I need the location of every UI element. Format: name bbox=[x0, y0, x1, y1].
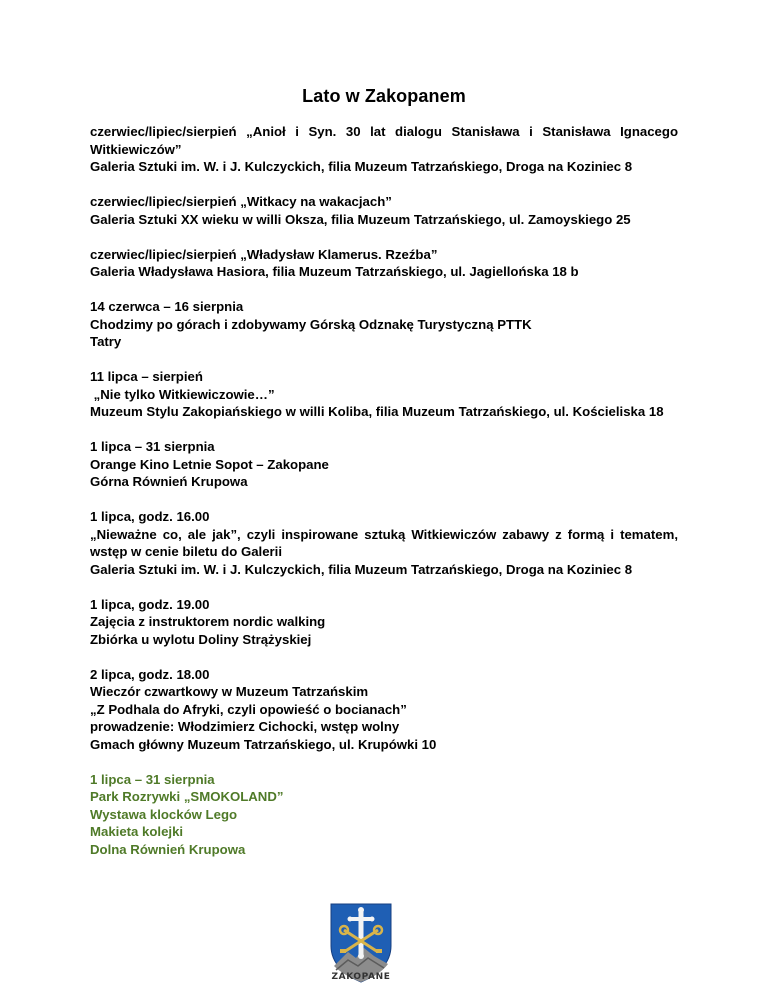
event-line: Zajęcia z instruktorem nordic walking bbox=[90, 614, 326, 629]
event-line: 14 czerwca – 16 sierpnia bbox=[90, 299, 244, 314]
event-line: Wystawa klocków Lego bbox=[90, 806, 238, 822]
event-line: Dolna Równień Krupowa bbox=[90, 841, 246, 857]
event-line: 1 lipca, godz. 16.00 bbox=[90, 509, 210, 524]
page-title: Lato w Zakopanem bbox=[302, 86, 466, 106]
event-line: Muzeum Stylu Zakopiańskiego w willi Koliba, filia Muzeum Tatrzańskiego, ul. Kościeliska 18 bbox=[90, 404, 664, 419]
event-line: Wieczór czwartkowy w Muzeum Tatrzańskim bbox=[90, 684, 369, 699]
event-line: „Nieważne co, ale jak”, czyli inspirowane sztuką Witkiewiczów zabawy z formą i tematem, wstęp w cenie biletu do Galerii bbox=[90, 526, 678, 559]
event-line: Galeria Sztuki im. W. i J. Kulczyckich, filia Muzeum Tatrzańskiego, Droga na Koziniec 8 bbox=[90, 159, 633, 174]
event-line: Chodzimy po górach i zdobywamy Górską Odznakę Turystyczną PTTK bbox=[90, 316, 532, 332]
event-line: Gmach główny Muzeum Tatrzańskiego, ul. Krupówki 10 bbox=[90, 736, 437, 752]
event-line: 1 lipca, godz. 19.00 bbox=[90, 596, 210, 612]
event-line: czerwiec/lipiec/sierpień „Anioł i Syn. 30 lat dialogu Stanisława i Stanisława Ignacego Witkiewiczów” bbox=[90, 124, 678, 157]
event-line: Makieta kolejki bbox=[90, 824, 184, 839]
event-line: Zbiórka u wylotu Doliny Strążyskiej bbox=[90, 631, 312, 647]
crest-caption: ZAKOPANE bbox=[331, 972, 391, 982]
event-line: Park Rozrywki „SMOKOLAND” bbox=[90, 789, 284, 804]
event-item bbox=[90, 298, 678, 351]
event-line: Galeria Sztuki XX wieku w willi Oksza, filia Muzeum Tatrzańskiego, ul. Zamoyskiego 25 bbox=[90, 211, 631, 227]
event-line: 2 lipca, godz. 18.00 bbox=[90, 666, 210, 682]
event-item bbox=[90, 666, 678, 754]
event-item bbox=[90, 596, 678, 649]
event-line: „Z Podhala do Afryki, czyli opowieść o bocianach” bbox=[90, 701, 407, 717]
event-line: Galeria Władysława Hasiora, filia Muzeum Tatrzańskiego, ul. Jagiellońska 18 b bbox=[90, 264, 579, 279]
event-line: czerwiec/lipiec/sierpień „Władysław Klamerus. Rzeźba” bbox=[90, 246, 438, 262]
event-item bbox=[90, 246, 678, 281]
event-line: 1 lipca – 31 sierpnia bbox=[90, 439, 215, 454]
event-line: „Nie tylko Witkiewiczowie…” bbox=[90, 386, 275, 402]
event-list bbox=[90, 123, 678, 876]
event-item bbox=[90, 123, 678, 176]
event-line: 11 lipca – sierpień bbox=[90, 369, 203, 384]
event-line: prowadzenie: Włodzimierz Cichocki, wstęp wolny bbox=[90, 719, 400, 734]
event-line: Górna Równień Krupowa bbox=[90, 474, 248, 489]
event-item bbox=[90, 508, 678, 578]
event-line: Tatry bbox=[90, 334, 122, 349]
event-line: 1 lipca – 31 sierpnia bbox=[90, 771, 215, 787]
event-item bbox=[90, 368, 678, 421]
event-item bbox=[90, 438, 678, 491]
event-line: Orange Kino Letnie Sopot – Zakopane bbox=[90, 456, 329, 472]
event-line: Galeria Sztuki im. W. i J. Kulczyckich, filia Muzeum Tatrzańskiego, Droga na Koziniec 8 bbox=[90, 561, 633, 577]
event-item-highlighted bbox=[90, 771, 678, 859]
event-item bbox=[90, 193, 678, 228]
event-line: czerwiec/lipiec/sierpień „Witkacy na wakacjach” bbox=[90, 194, 392, 209]
